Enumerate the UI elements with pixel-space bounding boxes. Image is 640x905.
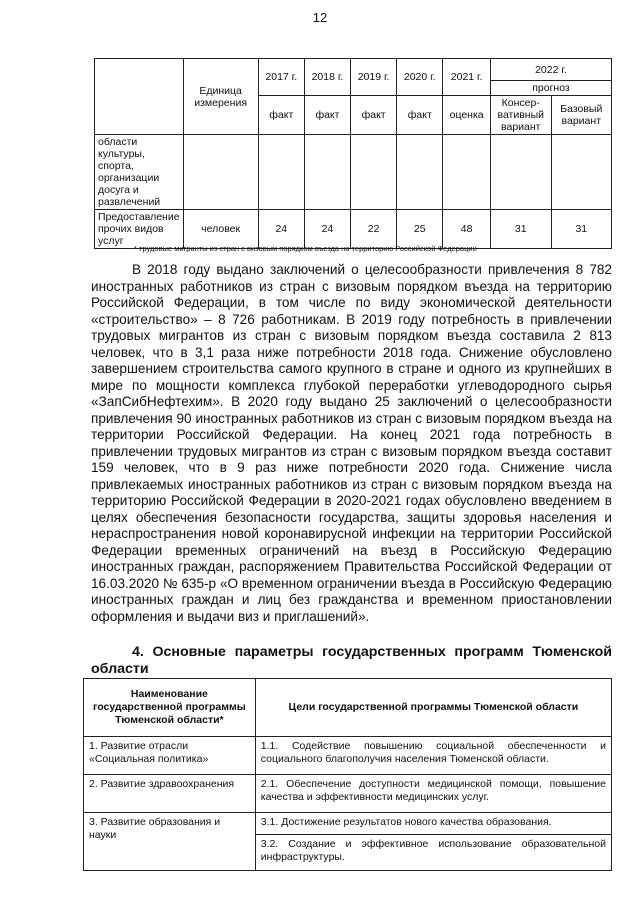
unit-header: Единица измерения <box>183 59 258 135</box>
year-header: 2019 г. <box>351 59 397 96</box>
year-header: 2017 г. <box>258 59 304 96</box>
table-cell <box>258 135 304 210</box>
value-cell: 24 <box>258 210 304 249</box>
year-header: 2020 г. <box>397 59 443 96</box>
value-cell: 48 <box>443 210 491 249</box>
table-cell <box>304 135 350 210</box>
conservative-variant-header: Консер-вативный вариант <box>490 96 551 135</box>
year-2022-header: 2022 г. <box>490 59 611 81</box>
year-header: 2018 г. <box>304 59 350 96</box>
programs-name-header: Наименование государственной программы Тюменской области* <box>84 679 256 737</box>
corner-cell <box>95 59 184 135</box>
program-name-cell: 1. Развитие отрасли «Социальная политика» <box>84 737 256 775</box>
programs-goal-header: Цели государственной программы Тюменской области <box>255 679 611 737</box>
value-cell: 31 <box>551 210 611 249</box>
program-goal-cell: 3.1. Достижение результатов нового качества образования. <box>255 813 611 835</box>
value-cell: 31 <box>490 210 551 249</box>
statistics-table <box>94 58 612 249</box>
row-label-other-services: Предоставление прочих видов услуг <box>95 210 184 249</box>
section-heading-text: 4. Основные параметры государственных программ Тюменской области <box>91 644 612 677</box>
base-variant-header: Базовый вариант <box>551 96 611 135</box>
table-cell <box>443 135 491 210</box>
value-cell: 24 <box>304 210 350 249</box>
program-name-cell: 3. Развитие образования и науки <box>84 813 256 871</box>
program-goal-cell: 1.1. Содействие повышению социальной обеспеченности и социального благополучия населения Тюменской области. <box>255 737 611 775</box>
estimate-subheader: оценка <box>443 96 491 135</box>
fact-subheader: факт <box>304 96 350 135</box>
row-label-culture: области культуры, спорта, организации досуга и развлечений <box>95 135 184 210</box>
unit-cell: человек <box>183 210 258 249</box>
table-cell <box>351 135 397 210</box>
section-heading <box>91 644 612 678</box>
year-header: 2021 г. <box>443 59 491 96</box>
table-cell <box>551 135 611 210</box>
table-cell <box>490 135 551 210</box>
paragraph-text: В 2018 году выдано заключений о целесообразности привлечения 8 782 иностранных работников из стран с визовым порядком въезда на территорию Российской Федерации, в том числе по виду экономической деятельности «строительство» – 8 726 работникам. В 2019 году потребность в привлечении трудовых мигрантов из стран с визовым порядком въезда составила 2 813 человек, что в 3,1 раза ниже потребности 2018 года. Снижение обусловлено завершением строительства самого крупного в стране и одного из крупнейших в мире по мощности комплекса глубокой переработки углеводородного сырья «ЗапСибНефтехим». В 2020 году выдано 25 заключений о целесообразности привлечения 90 иностранных работников из стран с визовым порядком въезда на территории Российской Федерации. На конец 2021 года потребность в привлечении трудовых мигрантов из стран с визовым порядком въезда составит 159 человек, что в 9 раз ниже потребности 2020 года. Снижение числа привлекаемых иностранных работников из стран с визовым порядком въезда на территорию Российской Федерации в 2020-2021 годах обусловлено введением в целях обеспечения безопасности государства, защиты здоровья населения и нераспространения новой коронавирусной инфекции на территории Российской Федерации временных ограничений на въезд в Российскую Федерацию иностранных граждан, распоряжением Правительства Российской Федерации от 16.03.2020 № 635-р «О временном ограничении въезда в Российскую Федерацию иностранных граждан и лиц без гражданства и временном приостановлении оформления и выдачи виз и приглашений». <box>91 262 612 624</box>
program-goal-cell: 3.2. Создание и эффективное использование образовательной инфраструктуры. <box>255 835 611 871</box>
page-number: 12 <box>312 10 328 25</box>
value-cell: 22 <box>351 210 397 249</box>
program-name-cell: 2. Развитие здравоохранения <box>84 775 256 813</box>
table-cell <box>183 135 258 210</box>
forecast-header: прогноз <box>490 81 611 96</box>
value-cell: 25 <box>397 210 443 249</box>
table-footnote: * трудовые мигранты из стран с визовым порядком въезда на территорию Российской Федерации <box>134 244 477 253</box>
body-paragraph <box>91 262 612 625</box>
program-goal-cell: 2.1. Обеспечение доступности медицинской помощи, повышение качества и эффективности медицинских услуг. <box>255 775 611 813</box>
fact-subheader: факт <box>397 96 443 135</box>
fact-subheader: факт <box>351 96 397 135</box>
programs-table <box>83 678 612 871</box>
table-cell <box>397 135 443 210</box>
fact-subheader: факт <box>258 96 304 135</box>
